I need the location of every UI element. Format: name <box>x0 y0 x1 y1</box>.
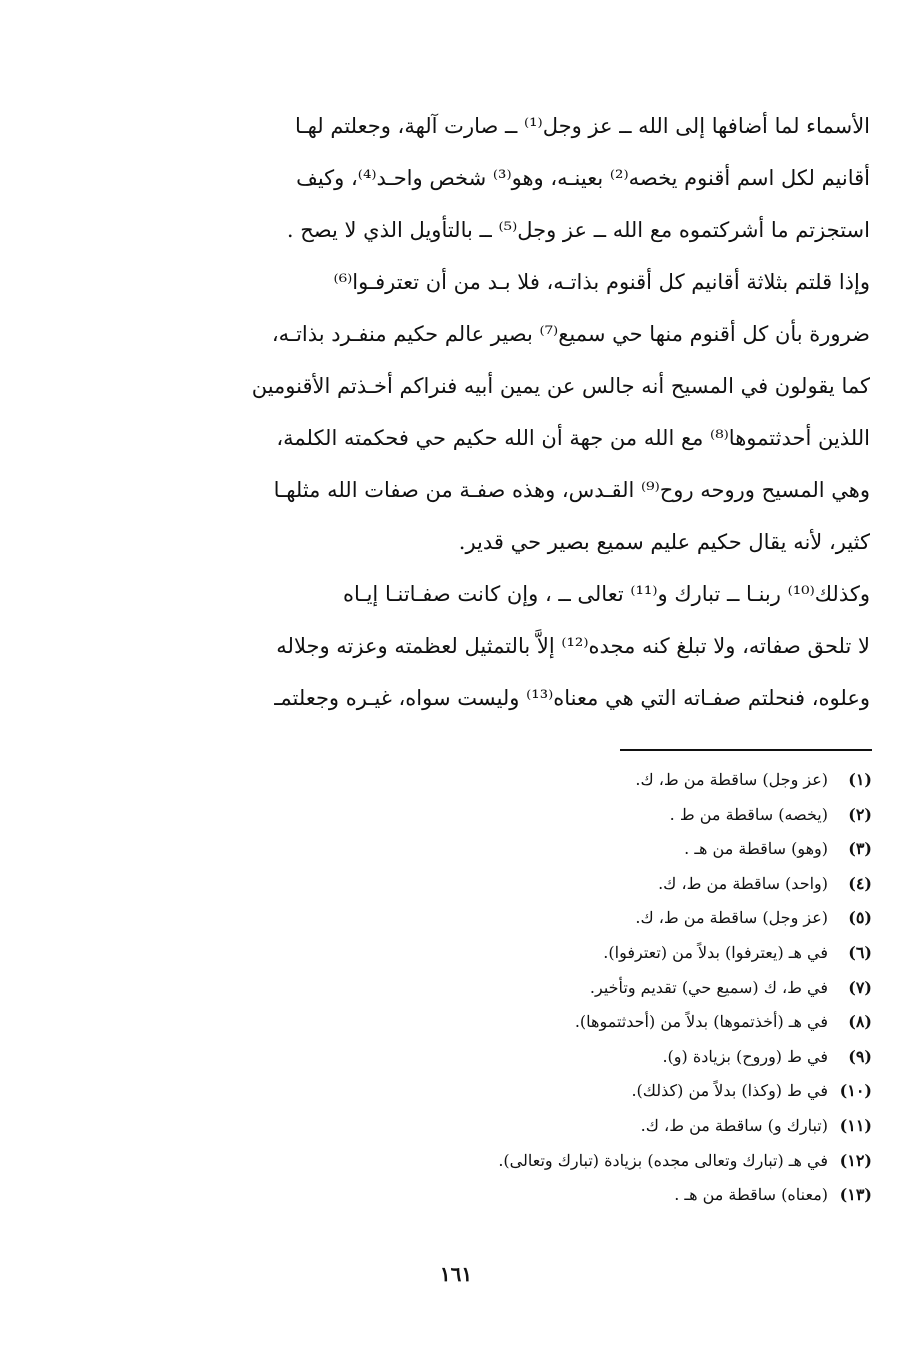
text-line: استجزتم ما أشركتموه مع الله ــ عز وجل⁽⁵⁾ ــ بالتأويل الذي لا يصح . <box>286 218 870 242</box>
text-line: وهي المسيح وروحه روح⁽⁹⁾ القـدس، وهذه صفـة من صفات الله مثلهـا <box>273 478 870 502</box>
text-line: اللذين أحدثتموها⁽⁸⁾ مع الله من جهة أن الله حكيم حي فحكمته الكلمة، <box>276 426 870 450</box>
text-line: الأسماء لما أضافها إلى الله ــ عز وجل⁽¹⁾ ــ صارت آلهة، وجعلتم لهـا <box>295 114 870 138</box>
footnote-text: في ط، ك (سميع حي) تقديم وتأخير. <box>589 977 828 997</box>
footnote-number: (٥) <box>848 908 872 928</box>
footnote-text: في ط (وكذا) بدلاً من (كذلك). <box>631 1081 828 1101</box>
footnote-text: في هـ (أخذتموها) بدلاً من (أحدثتموها). <box>574 1012 828 1032</box>
paragraph-3 <box>180 568 870 724</box>
text-line: لا تلحق صفاته، ولا تبلغ كنه مجده⁽¹²⁾ إلاَّ بالتمثيل لعظمته وعزته وجلاله <box>276 634 870 658</box>
footnote-item <box>272 1178 872 1213</box>
footnote-number: (١٣) <box>839 1185 872 1205</box>
footnote-item <box>272 901 872 936</box>
footnote-item <box>272 832 872 867</box>
footnote-text: (واحد) ساقطة من ط، ك. <box>658 873 828 893</box>
text-line: كما يقولون في المسيح أنه جالس عن يمين أبيه فنراكم أخـذتم الأقنومين <box>251 374 870 398</box>
footnote-item <box>272 1109 872 1144</box>
paragraph-1 <box>180 100 870 256</box>
footnote-number: (١٢) <box>839 1150 872 1170</box>
text-line: وكذلك⁽¹⁰⁾ ربنـا ــ تبارك و⁽¹¹⁾ تعالى ــ ، وإن كانت صفـاتنـا إيـاه <box>343 582 870 606</box>
text-line: وعلوه، فنحلتم صفـاته التي هي معناه⁽¹³⁾ وليست سواه، غيـره وجعلتمـ <box>274 686 870 710</box>
footnote-item <box>272 1005 872 1040</box>
footnote-separator <box>620 749 872 751</box>
footnote-item <box>272 936 872 971</box>
footnote-number: (٢) <box>848 804 872 824</box>
footnote-item <box>272 971 872 1006</box>
footnotes-list <box>272 763 872 1213</box>
footnote-text: (معناه) ساقطة من هـ . <box>674 1185 828 1205</box>
footnote-number: (٤) <box>848 873 872 893</box>
footnote-number: (٩) <box>848 1046 872 1066</box>
footnote-number: (٨) <box>848 1012 872 1032</box>
footnote-item <box>272 867 872 902</box>
footnote-item <box>272 1040 872 1075</box>
footnote-item <box>272 1144 872 1179</box>
footnote-item <box>272 1074 872 1109</box>
footnote-text: (عز وجل) ساقطة من ط، ك. <box>635 908 828 928</box>
footnote-number: (١) <box>848 770 872 789</box>
footnote-number: (٧) <box>848 977 872 997</box>
text-line: وإذا قلتم بثلاثة أقانيم كل أقنوم بذاتـه، فلا بـد من أن تعترفـوا⁽⁶⁾ <box>333 270 870 294</box>
footnote-text: (عز وجل) ساقطة من ط، ك. <box>635 770 828 789</box>
footnote-text: (وهو) ساقطة من هـ . <box>684 839 828 859</box>
footnote-number: (٦) <box>848 942 872 962</box>
footnote-text: في هـ (يعترفوا) بدلاً من (تعترفوا). <box>603 942 828 962</box>
page-number: ١٦١ <box>439 1262 473 1286</box>
footnote-text: (يخصه) ساقطة من ط . <box>669 804 828 824</box>
text-line: كثير، لأنه يقال حكيم عليم سميع بصير حي قدير. <box>458 530 870 554</box>
text-line: أقانيم لكل اسم أقنوم يخصه⁽²⁾ بعينـه، وهو⁽³⁾ شخص واحـد⁽⁴⁾، وكيف <box>296 166 870 190</box>
footnote-text: في ط (وروح) بزيادة (و). <box>662 1046 828 1066</box>
footnote-text: (تبارك و) ساقطة من ط، ك. <box>640 1115 828 1135</box>
text-line: ضرورة بأن كل أقنوم منها حي سميع⁽⁷⁾ بصير عالم حكيم منفـرد بذاتـه، <box>271 322 870 346</box>
paragraph-2 <box>180 256 870 568</box>
footnote-number: (١٠) <box>839 1081 872 1101</box>
footnote-number: (١١) <box>839 1115 872 1135</box>
footnote-text: في هـ (تبارك وتعالى مجده) بزيادة (تبارك وتعالى). <box>498 1150 828 1170</box>
footnote-item <box>272 763 872 798</box>
footnote-number: (٣) <box>848 839 872 859</box>
main-text <box>180 100 870 724</box>
footnote-item <box>272 798 872 833</box>
